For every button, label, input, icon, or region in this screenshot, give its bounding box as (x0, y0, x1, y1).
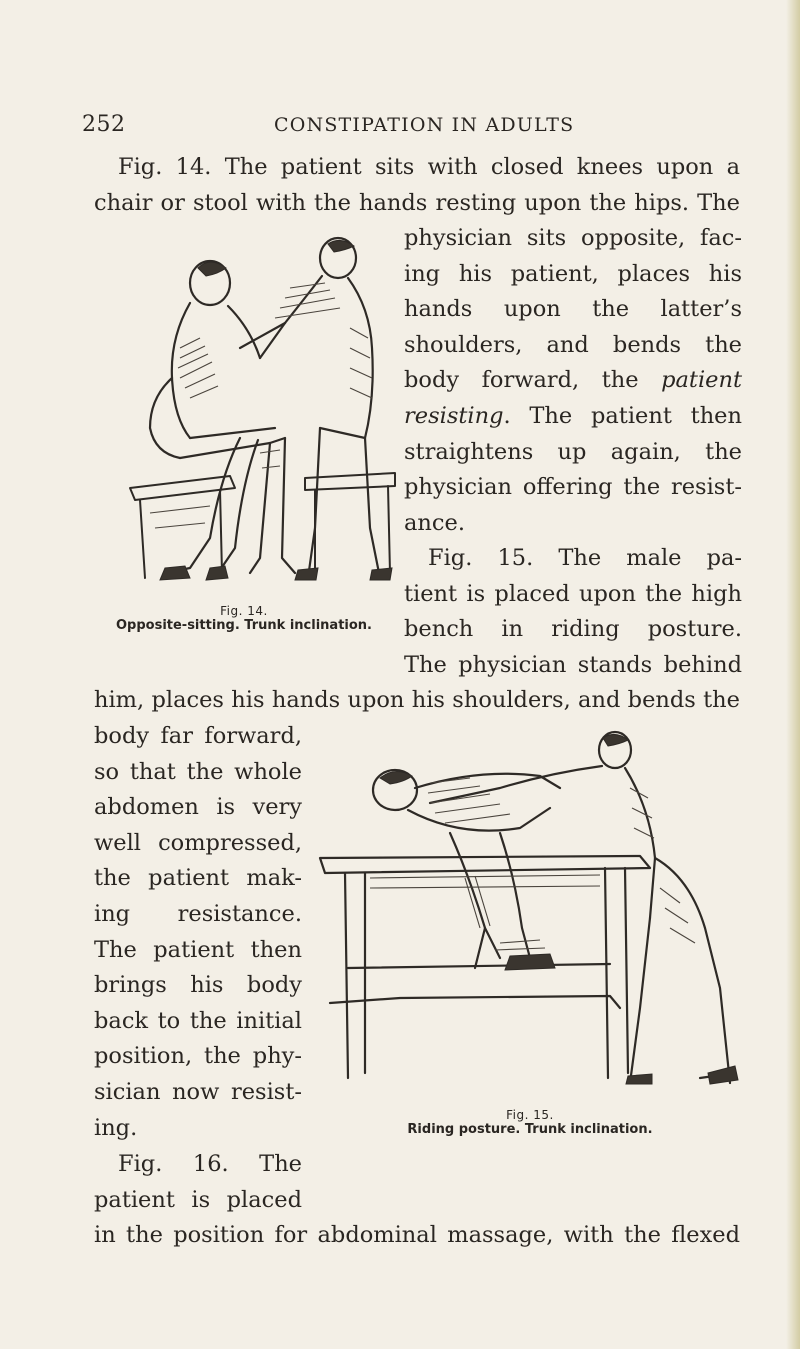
text-line: ing his patient, places his (404, 260, 742, 287)
emphasis-text: patient (661, 367, 742, 394)
text-line: The patient then (94, 936, 302, 963)
text-line: bench in riding posture. (404, 616, 742, 643)
text-line: Fig. 14. The patient sits with closed knees upon a (118, 154, 740, 180)
figure-14-illustration (110, 228, 400, 598)
figure-14-caption-text: Opposite-sitting. Trunk inclination. (115, 618, 372, 633)
text-line: straightens up again, the (404, 438, 742, 465)
text-line: the patient mak- (94, 865, 302, 892)
bench-top (320, 856, 650, 873)
paragraph-3-full (94, 1218, 740, 1254)
text-line: patient is placed (94, 1186, 302, 1213)
text-line: well compressed, (94, 829, 302, 856)
paragraph-2-left (94, 719, 302, 1146)
paragraph-1-right (404, 221, 742, 541)
figure-15-caption (380, 1108, 680, 1137)
text-line: Fig. 15. The male pa- (428, 545, 742, 571)
figure-14 (110, 228, 400, 598)
text-line: tient is placed upon the high (404, 580, 742, 607)
text-line: position, the phy- (94, 1043, 302, 1070)
figure-15-illustration (310, 728, 740, 1098)
text-line: hands upon the latter’s (404, 296, 742, 323)
text-line: chair or stool with the hands resting upon the hips. The (94, 189, 740, 216)
paragraph-2-full (94, 683, 740, 719)
text-line: ing resistance. (94, 900, 302, 927)
text-line: The physician stands behind (404, 651, 742, 678)
text-line: him, places his hands upon his shoulders, and bends the (94, 687, 740, 713)
figure-15-caption-text: Riding posture. Trunk inclination. (407, 1122, 653, 1137)
text-line: ance. (404, 509, 465, 536)
text-line: Fig. 16. The (118, 1151, 302, 1177)
figure-15-label: Fig. 15. (506, 1108, 554, 1122)
text-line: resisting. The patient then (404, 402, 742, 429)
page-edge (786, 0, 800, 1349)
figure-14-label: Fig. 14. (220, 604, 268, 618)
text-line: ing. (94, 1114, 138, 1141)
text-line: brings his body (94, 972, 302, 999)
figure-15 (310, 728, 740, 1098)
text-line: in the position for abdominal massage, with the flexed (94, 1222, 740, 1248)
text-line: physician sits opposite, fac- (404, 225, 742, 251)
text-line: so that the whole (94, 758, 302, 785)
figure-14-caption (94, 604, 394, 633)
paragraph-1-full (94, 150, 740, 221)
emphasis-text: resisting (404, 402, 504, 429)
page-number: 252 (82, 112, 126, 137)
paragraph-3-left (94, 1147, 302, 1218)
text-line: back to the initial (94, 1007, 302, 1034)
paragraph-2-right (404, 541, 742, 683)
text-line: abdomen is very (94, 794, 302, 821)
text-line: shoulders, and bends the (404, 331, 742, 358)
page-header (82, 112, 742, 142)
text-line: body far forward, (94, 723, 302, 749)
text-line-emphasis: body forward, the patient (404, 367, 742, 394)
text-line: physician offering the resist- (404, 474, 742, 501)
text-line: sician now resist- (94, 1078, 302, 1105)
running-head: CONSTIPATION IN ADULTS (274, 114, 575, 136)
